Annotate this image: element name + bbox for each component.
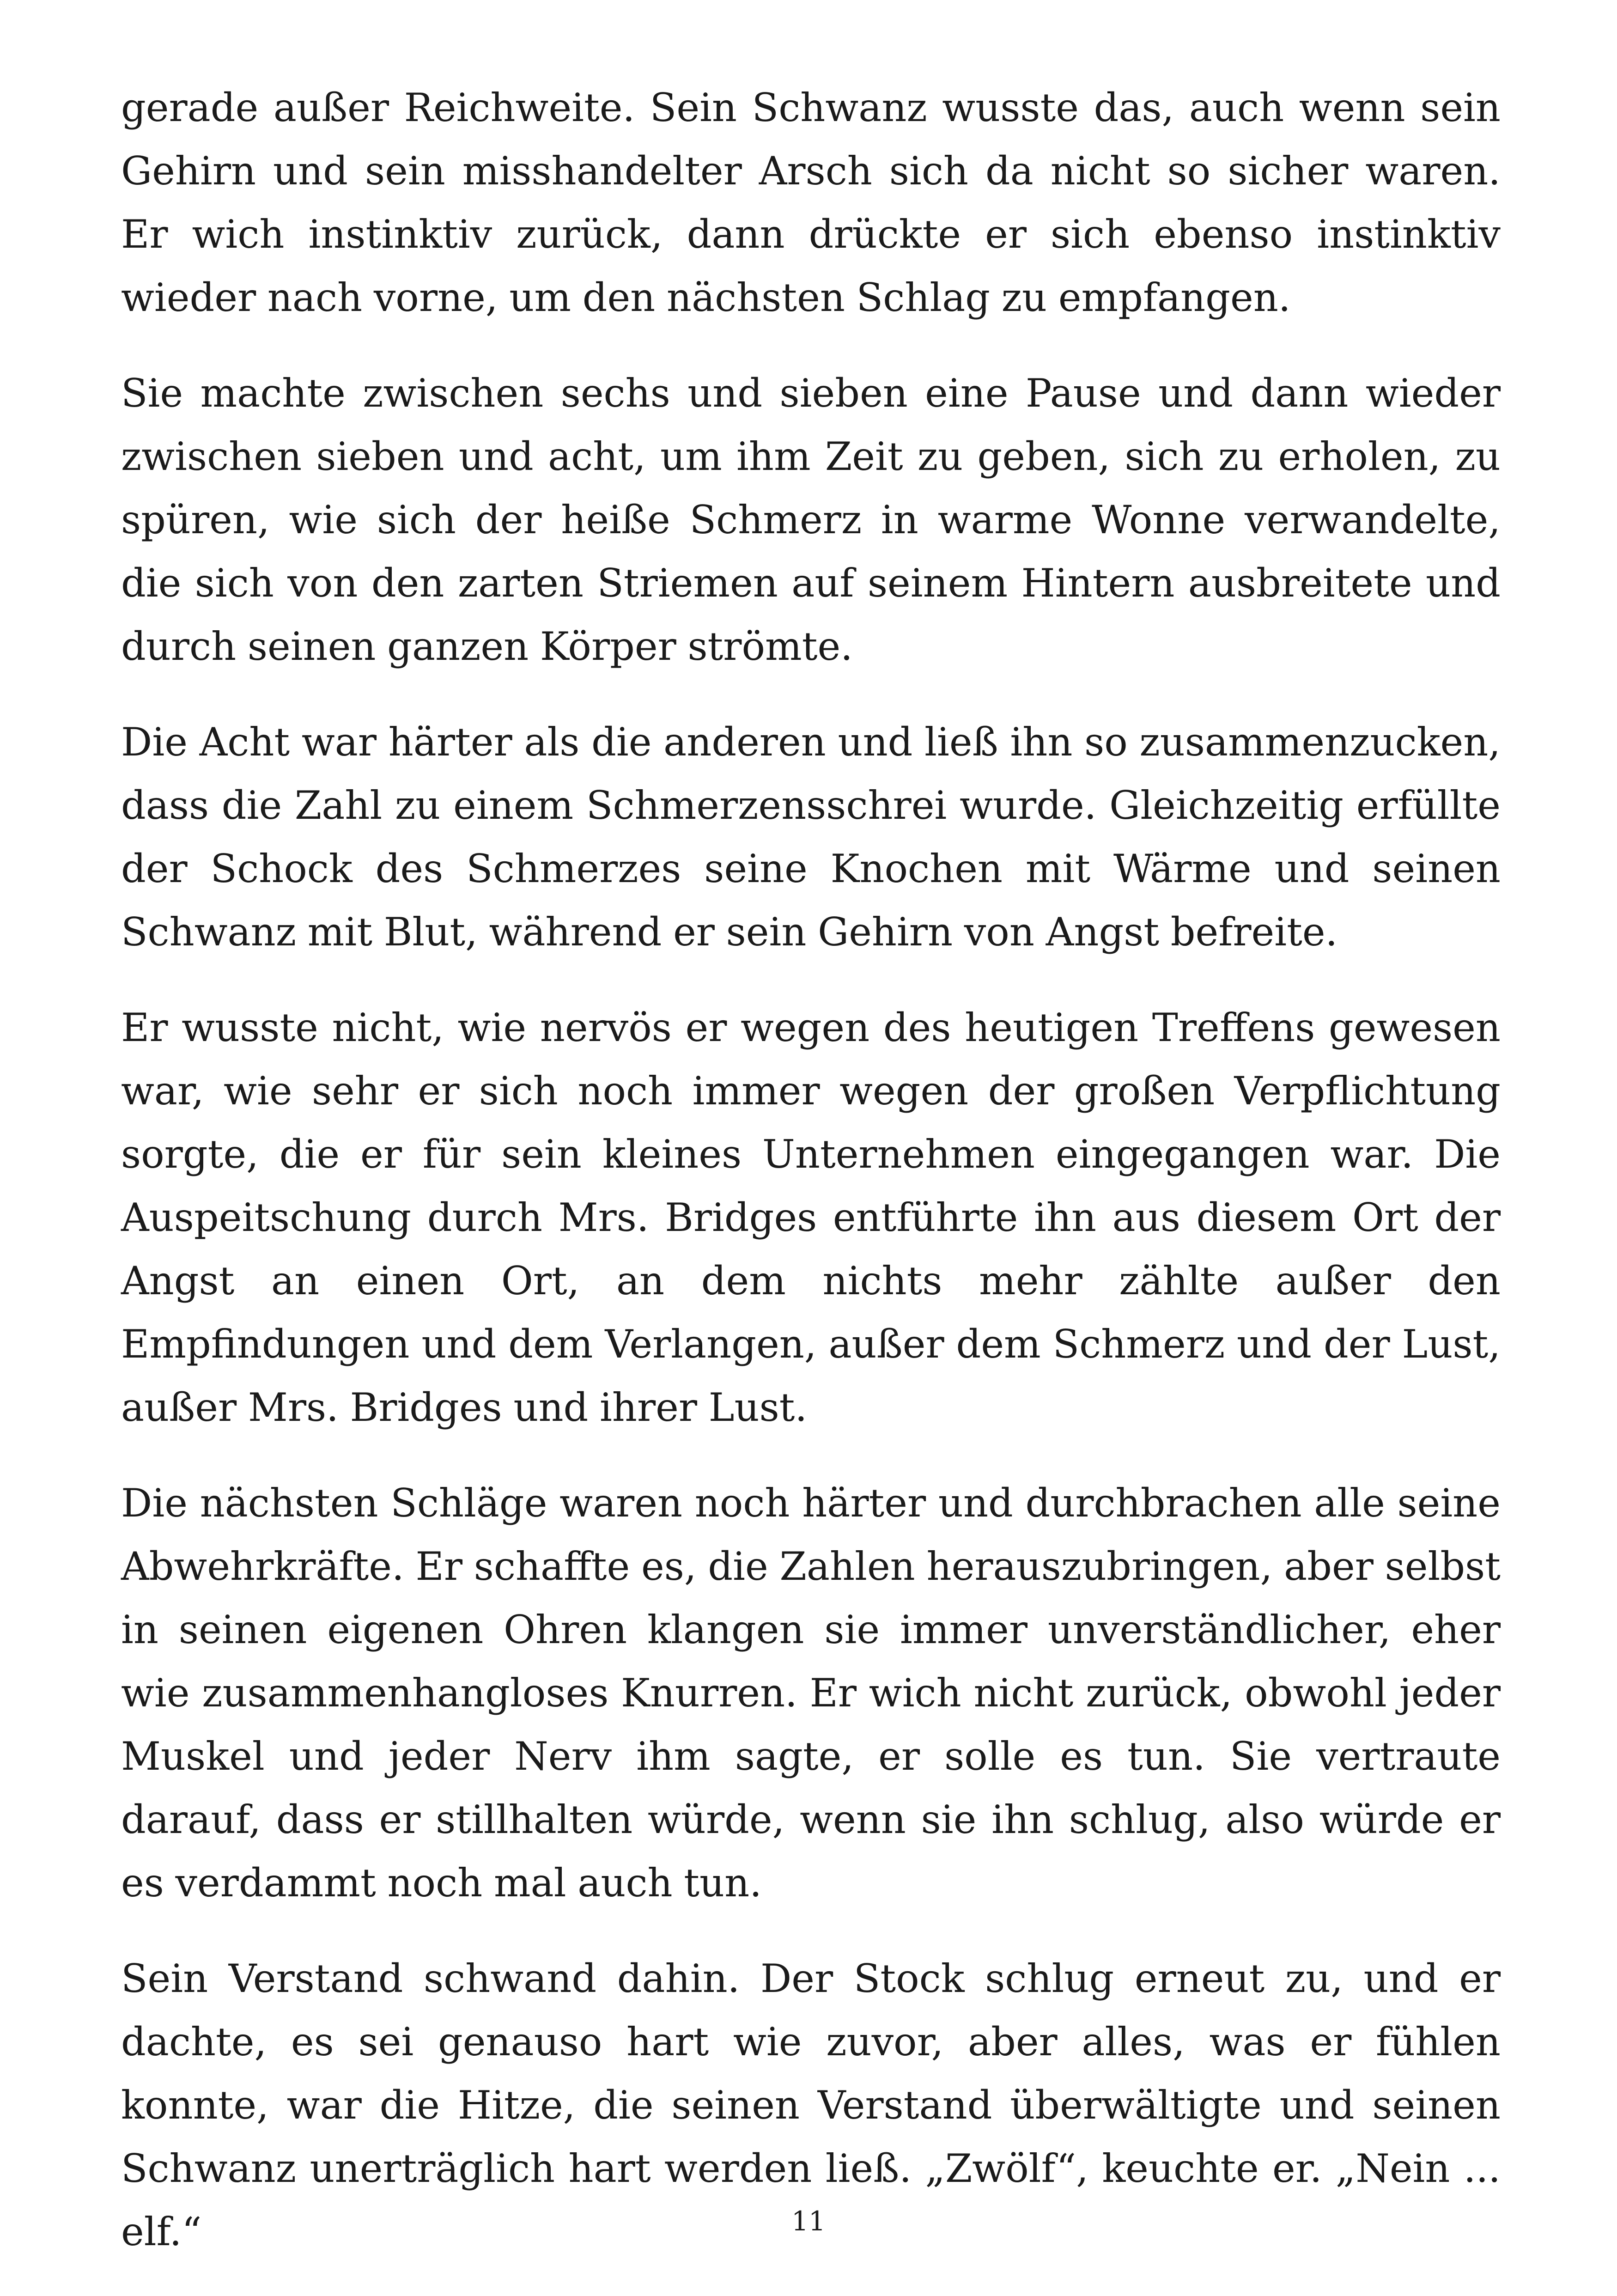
page-number: 11 <box>791 2205 826 2237</box>
paragraph: gerade außer Reichweite. Sein Schwanz wusste das, auch wenn sein Gehirn und sein misshandelter Arsch sich da nicht so sicher waren. Er wich instinktiv zurück, dann drückte er sich ebenso instinktiv wieder nach vorne, um den nächsten Schlag zu empfangen. <box>121 85 1501 320</box>
paragraph: Die nächsten Schläge waren noch härter und durchbrachen alle seine Abwehrkräfte. Er schaffte es, die Zahlen herauszubringen, aber selbst in seinen eigenen Ohren klangen sie immer unverständlicher, eher wie zusammenhangloses Knurren. Er wich nicht zurück, obwohl jeder Muskel und jeder Nerv ihm sagte, er solle es tun. Sie vertraute darauf, dass er stillhalten würde, wenn sie ihn schlug, also würde er es verdammt noch mal auch tun. <box>121 1480 1501 1906</box>
document-page <box>121 76 1501 2296</box>
paragraph: Er wusste nicht, wie nervös er wegen des heutigen Treffens gewesen war, wie sehr er sich noch immer wegen der großen Verpflichtung sorgte, die er für sein kleines Unternehmen eingegangen war. Die Auspeitschung durch Mrs. Bridges entführte ihn aus diesem Ort der Angst an einen Ort, an dem nichts mehr zählte außer den Empfindungen und dem Verlangen, außer dem Schmerz und der Lust, außer Mrs. Bridges und ihrer Lust. <box>121 1005 1501 1430</box>
paragraph: Sie machte zwischen sechs und sieben eine Pause und dann wieder zwischen sieben und acht, um ihm Zeit zu geben, sich zu erholen, zu spüren, wie sich der heiße Schmerz in warme Wonne verwandelte, die sich von den zarten Striemen auf seinem Hintern ausbreitete und durch seinen ganzen Körper strömte. <box>121 371 1501 669</box>
paragraph: Sein Verstand schwand dahin. Der Stock schlug erneut zu, und er dachte, es sei genauso hart wie zuvor, aber alles, was er fühlen konnte, war die Hitze, die seinen Verstand überwältigte und seinen Schwanz unerträglich hart werden ließ. „Zwölf“, keuchte er. „Nein ... elf.“ <box>121 1956 1501 2254</box>
paragraph: Die Acht war härter als die anderen und ließ ihn so zusammenzucken, dass die Zahl zu einem Schmerzensschrei wurde. Gleichzeitig erfüllte der Schock des Schmerzes seine Knochen mit Wärme und seinen Schwanz mit Blut, während er sein Gehirn von Angst befreite. <box>121 719 1501 955</box>
